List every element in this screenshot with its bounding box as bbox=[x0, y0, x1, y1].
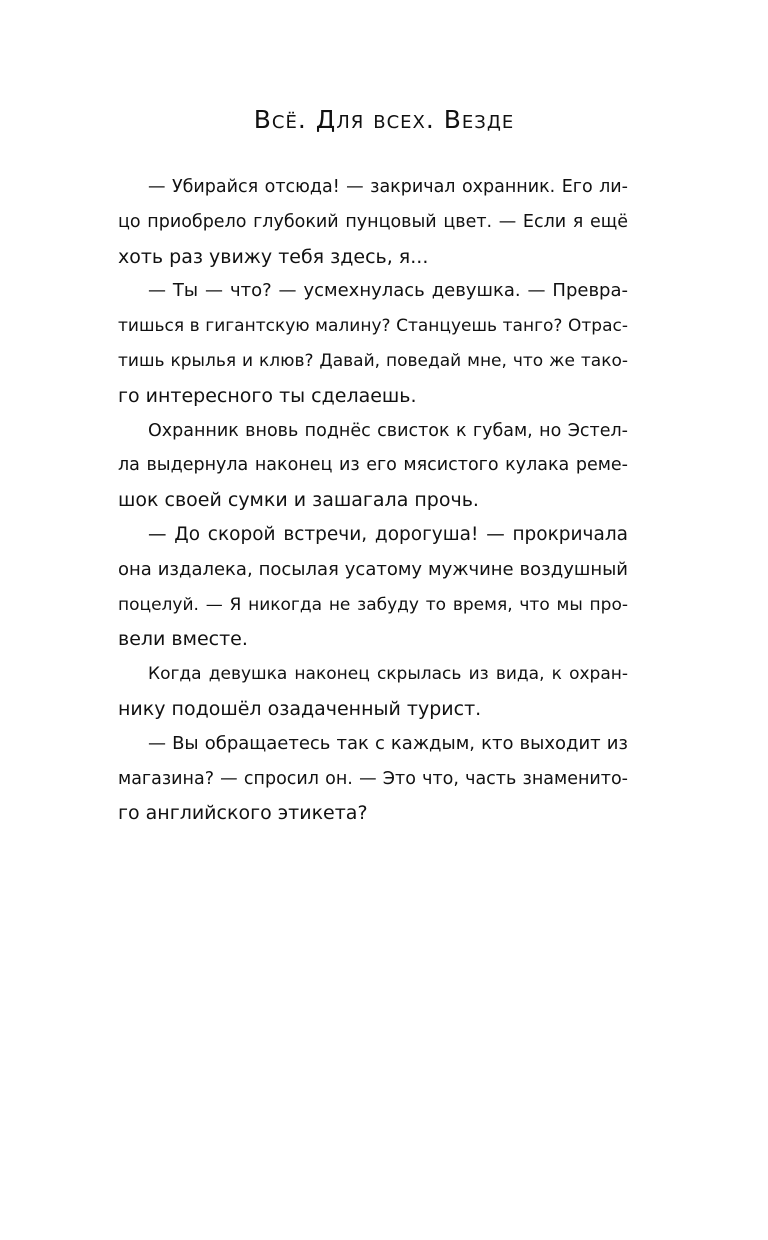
paragraph-line: — Убирайся отсюда! — закричал охранник. Его ли- bbox=[148, 177, 628, 197]
paragraph-line: — Ты — что? — усмехнулась девушка. — Превра- bbox=[148, 280, 628, 302]
paragraph-line: — Вы обращаетесь так с каждым, кто выходит из bbox=[148, 732, 628, 754]
paragraph-line: магазина? — спросил он. — Это что, часть знаменито- bbox=[118, 768, 628, 789]
paragraph-line: ла выдернула наконец из его мясистого кулака реме- bbox=[118, 455, 628, 476]
paragraph-line: тишься в гигантскую малину? Станцуешь танго? Отрас- bbox=[118, 316, 628, 337]
paragraph-line: тишь крылья и клюв? Давай, поведай мне, что же тако- bbox=[118, 350, 628, 371]
paragraph-line: — До скорой встречи, дорогуша! — прокричала bbox=[148, 523, 628, 545]
paragraph-line: поцелуй. — Я никогда не забуду то время, что мы про- bbox=[118, 594, 628, 615]
paragraph-line: она издалека, посылая усатому мужчине воздушный bbox=[118, 558, 628, 580]
paragraph-line: цо приобрело глубокий пунцовый цвет. — Если я ещё bbox=[118, 211, 628, 232]
paragraph-line: хоть раз увижу тебя здесь, я... bbox=[118, 245, 429, 268]
paragraph-line: Охранник вновь поднёс свисток к губам, но Эстел- bbox=[148, 420, 628, 441]
paragraph-line: го интересного ты сделаешь. bbox=[118, 384, 417, 407]
paragraph-line: нику подошёл озадаченный турист. bbox=[118, 697, 482, 720]
paragraph-line: вели вместе. bbox=[118, 628, 248, 651]
paragraph-line: шок своей сумки и зашагала прочь. bbox=[118, 489, 479, 512]
running-head: Всё. Для всех. Везде bbox=[253, 105, 515, 134]
paragraph-line: Когда девушка наконец скрылась из вида, к охран- bbox=[148, 664, 628, 685]
paragraph-line: го английского этикета? bbox=[118, 802, 368, 825]
body-text bbox=[118, 170, 628, 831]
